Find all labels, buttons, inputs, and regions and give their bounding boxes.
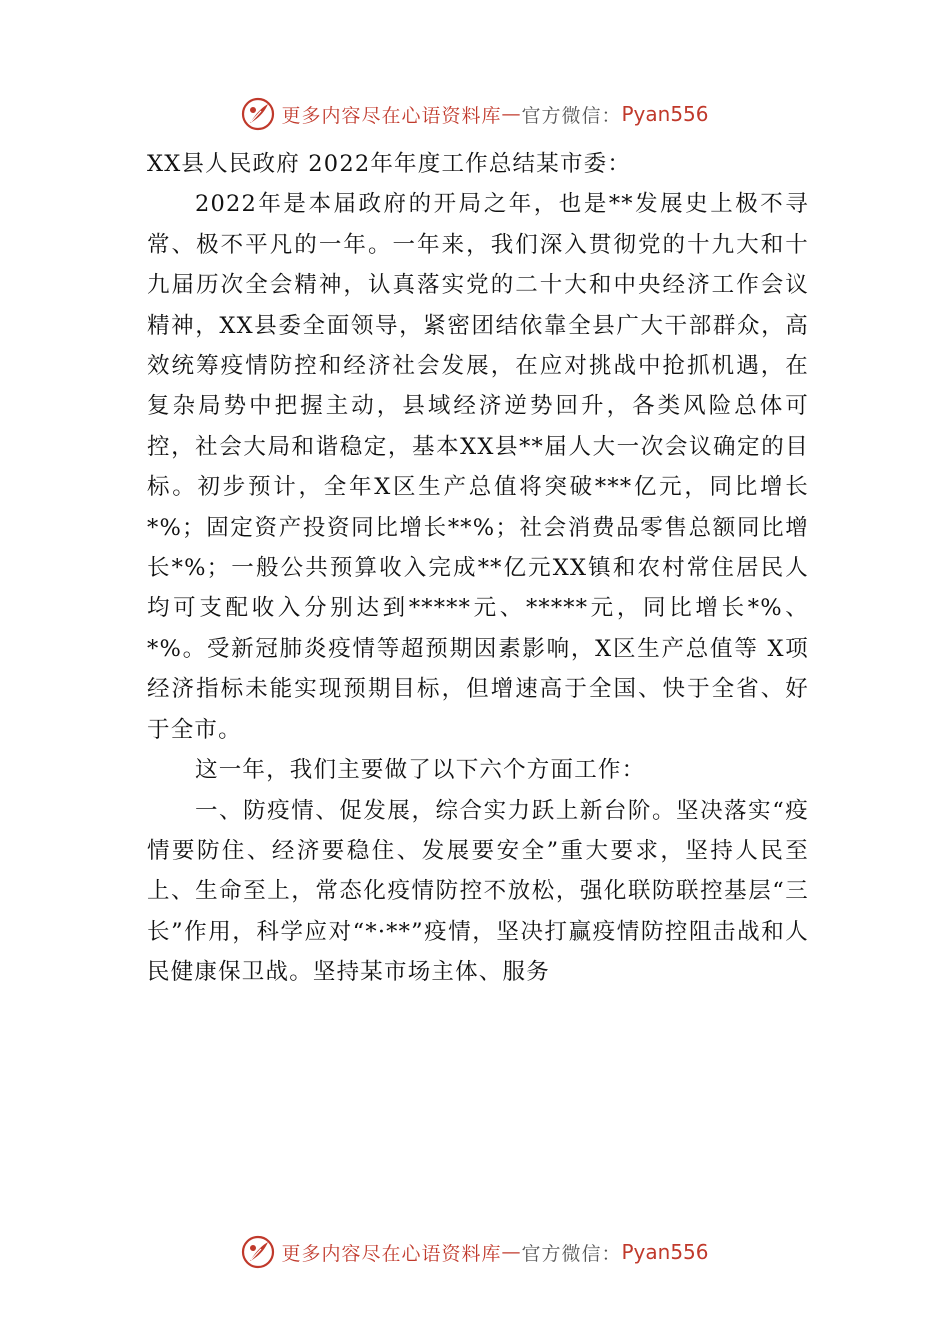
- banner-wechat-label: 官方微信：: [521, 104, 622, 127]
- header-banner: [0, 94, 950, 134]
- footer-separator: —: [501, 1241, 522, 1263]
- document-body: [147, 144, 809, 993]
- paragraph-summary-lead: 这一年，我们主要做了以下六个方面工作：: [195, 757, 646, 784]
- document-title-line: XX县人民政府 2022年年度工作总结某市委：: [147, 151, 632, 177]
- feather-pen-logo-icon: [241, 97, 275, 131]
- footer-brand: 更多内容尽在心语资料库: [281, 1242, 502, 1265]
- paragraph-intro: 2022年是本届政府的开局之年，也是**发展史上极不寻常、极不平凡的一年。一年来，我们深入贯彻党的十九大和十九届历次全会精神，认真落实党的二十大和中央经济工作会议精神，XX县委全面领导，紧密团结依靠全县广大干部群众，高效统筹疫情防控和经济社会发展，在应对挑战中抢抓机遇，在复杂局势中把握主动，县域经济逆势回升，各类风险总体可控，社会大局和谐稳定，基本XX县**届人大一次会议确定的目标。初步预计，全年X区生产总值将突破***亿元，同比增长*%；固定资产投资同比增长**%；社会消费品零售总额同比增长*%；一般公共预算收入完成**亿元XX镇和农村常住居民人均可支配收入分别达到*****元、*****元，同比增长*%、*%。受新冠肺炎疫情等超预期因素影响，X区生产总值等 X项经济指标未能实现预期目标，但增速高于全国、快于全省、好于全市。: [147, 191, 809, 743]
- footer-banner-text: [281, 1239, 708, 1266]
- banner-separator: —: [501, 103, 522, 125]
- feather-pen-logo-icon: [241, 1235, 275, 1269]
- banner-handle: Pyan556: [621, 102, 709, 126]
- paragraph-section-one: 一、防疫情、促发展，综合实力跃上新台阶。坚决落实“疫情要防住、经济要稳住、发展要安全”重大要求，坚持人民至上、生命至上，常态化疫情防控不放松，强化联防联控基层“三长”作用，科学应对“*·**”疫情，坚决打赢疫情防控阻击战和人民健康保卫战。坚持某市场主体、服务: [147, 797, 809, 986]
- banner-brand: 更多内容尽在心语资料库: [281, 104, 502, 127]
- header-banner-text: [281, 101, 708, 128]
- footer-wechat-label: 官方微信：: [521, 1242, 622, 1265]
- footer-banner: [0, 1232, 950, 1272]
- footer-handle: Pyan556: [621, 1240, 709, 1264]
